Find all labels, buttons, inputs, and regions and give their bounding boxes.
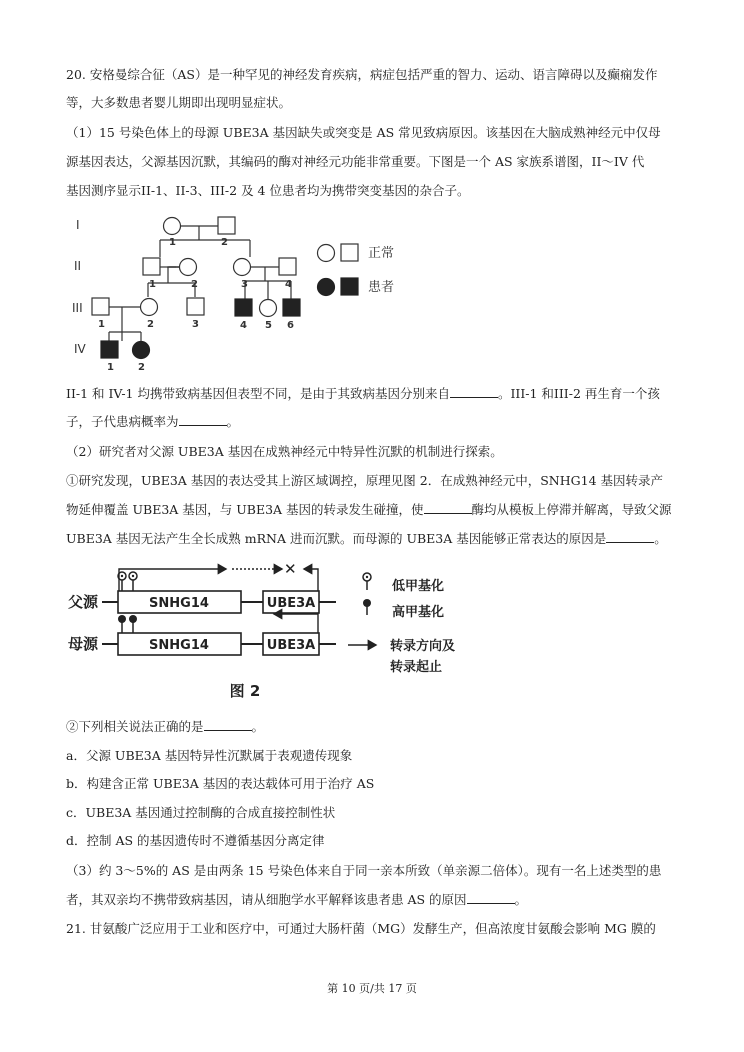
- q20-p2a-line-3: UBE3A 基因无法产生全长成熟 mRNA 进而沉默。而母源的 UBE3A 基因能够正常表达的原因是 。: [66, 531, 667, 546]
- q20-p3-line-1: （3）约 3～5%的 AS 是由两条 15 号染色体来自于同一亲本所致（单亲源二倍体）。现有一名上述类型的患: [66, 863, 662, 878]
- option-a: a．父源 UBE3A 基因特异性沉默属于表观遗传现象: [66, 748, 353, 763]
- q20-p2a-line-2: 物延伸覆盖 UBE3A 基因，与 UBE3A 基因的转录发生碰撞，使 酶均从模板上停滞并解离，导致父源: [66, 502, 672, 517]
- legend-high-methylation: 高甲基化: [392, 605, 445, 620]
- q20-p2b-prompt: ②下列相关说法正确的是 。: [66, 719, 265, 734]
- svg-text:1: 1: [107, 362, 114, 373]
- svg-text:3: 3: [241, 279, 248, 290]
- gen-label-IV: IV: [74, 342, 86, 356]
- legend-normal-circle: [318, 245, 335, 262]
- q20-p1-line-1: （1）15 号染色体上的母源 UBE3A 基因缺失或突变是 AS 常见致病原因。该基因在大脑成熟神经元中仅母: [66, 125, 661, 140]
- ped-III-6: [283, 299, 300, 316]
- q20-p3-line-2: 者，其双亲均不携带致病基因，请从细胞学水平解释该患者患 AS 的原因 。: [66, 892, 528, 907]
- ped-III-1: [92, 298, 109, 315]
- svg-text:2: 2: [191, 279, 198, 290]
- q20-line-1: 20. 安格曼综合征（AS）是一种罕见的神经发育疾病，病症包括严重的智力、运动、语言障碍以及癫痫发作: [66, 67, 658, 82]
- svg-text:6: 6: [287, 320, 294, 331]
- legend-patient-circle: [318, 279, 335, 296]
- legend-arrow-line-1: 转录方向及: [390, 639, 456, 654]
- paternal-label: 父源: [68, 593, 99, 611]
- ped-I-1: [164, 218, 181, 235]
- gen-label-I: I: [76, 218, 80, 232]
- option-d: d．控制 AS 的基因遗传时不遵循基因分离定律: [66, 833, 325, 848]
- q20-p2a-line-1: ①研究发现，UBE3A 基因的表达受其上游区域调控，原理见图 2．在成熟神经元中，SNHG14 基因转录产: [66, 473, 663, 488]
- option-b: b．构建含正常 UBE3A 基因的表达载体可用于治疗 AS: [66, 776, 375, 791]
- option-c: c．UBE3A 基因通过控制酶的合成直接控制性状: [66, 805, 336, 820]
- ped-III-5: [260, 300, 277, 317]
- maternal-snhg14-label: SNHG14: [149, 638, 209, 653]
- figure-caption: 图 2: [229, 682, 261, 700]
- svg-text:5: 5: [265, 320, 272, 331]
- legend-patient-label: 患者: [368, 280, 395, 295]
- gen-label-II: II: [74, 259, 82, 273]
- legend-arrow-line-2: 转录起止: [390, 660, 443, 675]
- paternal-snhg14-label: SNHG14: [149, 596, 209, 611]
- collision-x-mark: ✕: [284, 563, 297, 578]
- svg-text:1: 1: [98, 319, 105, 330]
- figure-2: [66, 563, 486, 703]
- ped-II-1: [180, 259, 197, 276]
- q20-p1-line-2: 源基因表达，父源基因沉默，其编码的酶对神经元功能非常重要。下图是一个 AS 家族系谱图，II～IV 代: [66, 154, 645, 169]
- legend-normal-square: [341, 244, 358, 261]
- pedigree-chart: [70, 205, 410, 375]
- svg-text:4: 4: [240, 320, 247, 331]
- answer-blank-4[interactable]: [606, 530, 654, 543]
- svg-text:1: 1: [169, 237, 176, 248]
- q20-line-2: 等，大多数患者婴儿期即出现明显症状。: [66, 95, 292, 110]
- q20-p2-intro: （2）研究者对父源 UBE3A 基因在成熟神经元中特异性沉默的机制进行探索。: [66, 444, 503, 459]
- q20-p1-line-3: 基因测序显示II-1、II-3、III-2 及 4 位患者均为携带突变基因的杂合子。: [66, 183, 470, 198]
- ped-IV-1: [101, 341, 118, 358]
- legend-patient-square: [341, 278, 358, 295]
- legend-low-methylation: 低甲基化: [392, 579, 445, 594]
- svg-text:2: 2: [138, 362, 145, 373]
- answer-blank-6[interactable]: [467, 891, 515, 904]
- page-footer: 第 10 页/共 17 页: [327, 982, 417, 995]
- answer-blank-5[interactable]: [204, 718, 252, 731]
- maternal-ube3a-label: UBE3A: [266, 638, 316, 653]
- answer-blank-2[interactable]: [179, 413, 227, 426]
- q20-p1-question-1: II-1 和 IV-1 均携带致病基因但表型不同，是由于其致病基因分别来自 。III-1 和III-2 再生育一个孩: [66, 386, 660, 401]
- ped-III-4: [235, 299, 252, 316]
- answer-blank-3[interactable]: [424, 501, 472, 514]
- answer-blank-1[interactable]: [450, 385, 498, 398]
- ped-III-3: [187, 298, 204, 315]
- svg-text:3: 3: [192, 319, 199, 330]
- maternal-label: 母源: [68, 635, 99, 653]
- svg-text:4: 4: [285, 279, 292, 290]
- ped-II-4: [279, 258, 296, 275]
- q21-line-1: 21. 甘氨酸广泛应用于工业和医疗中，可通过大肠杆菌（MG）发酵生产，但高浓度甘氨酸会影响 MG 膜的: [66, 921, 656, 936]
- gen-label-III: III: [72, 301, 83, 315]
- ped-IV-2: [133, 342, 150, 359]
- svg-text:1: 1: [149, 279, 156, 290]
- q20-p1-question-2: 子，子代患病概率为 。: [66, 414, 240, 429]
- ped-III-2: [141, 299, 158, 316]
- ped-II-3: [234, 259, 251, 276]
- svg-text:2: 2: [147, 319, 154, 330]
- ped-II-0: [143, 258, 160, 275]
- paternal-ube3a-label: UBE3A: [266, 596, 316, 611]
- ped-I-2: [218, 217, 235, 234]
- svg-text:2: 2: [221, 237, 228, 248]
- legend-normal-label: 正常: [368, 246, 395, 261]
